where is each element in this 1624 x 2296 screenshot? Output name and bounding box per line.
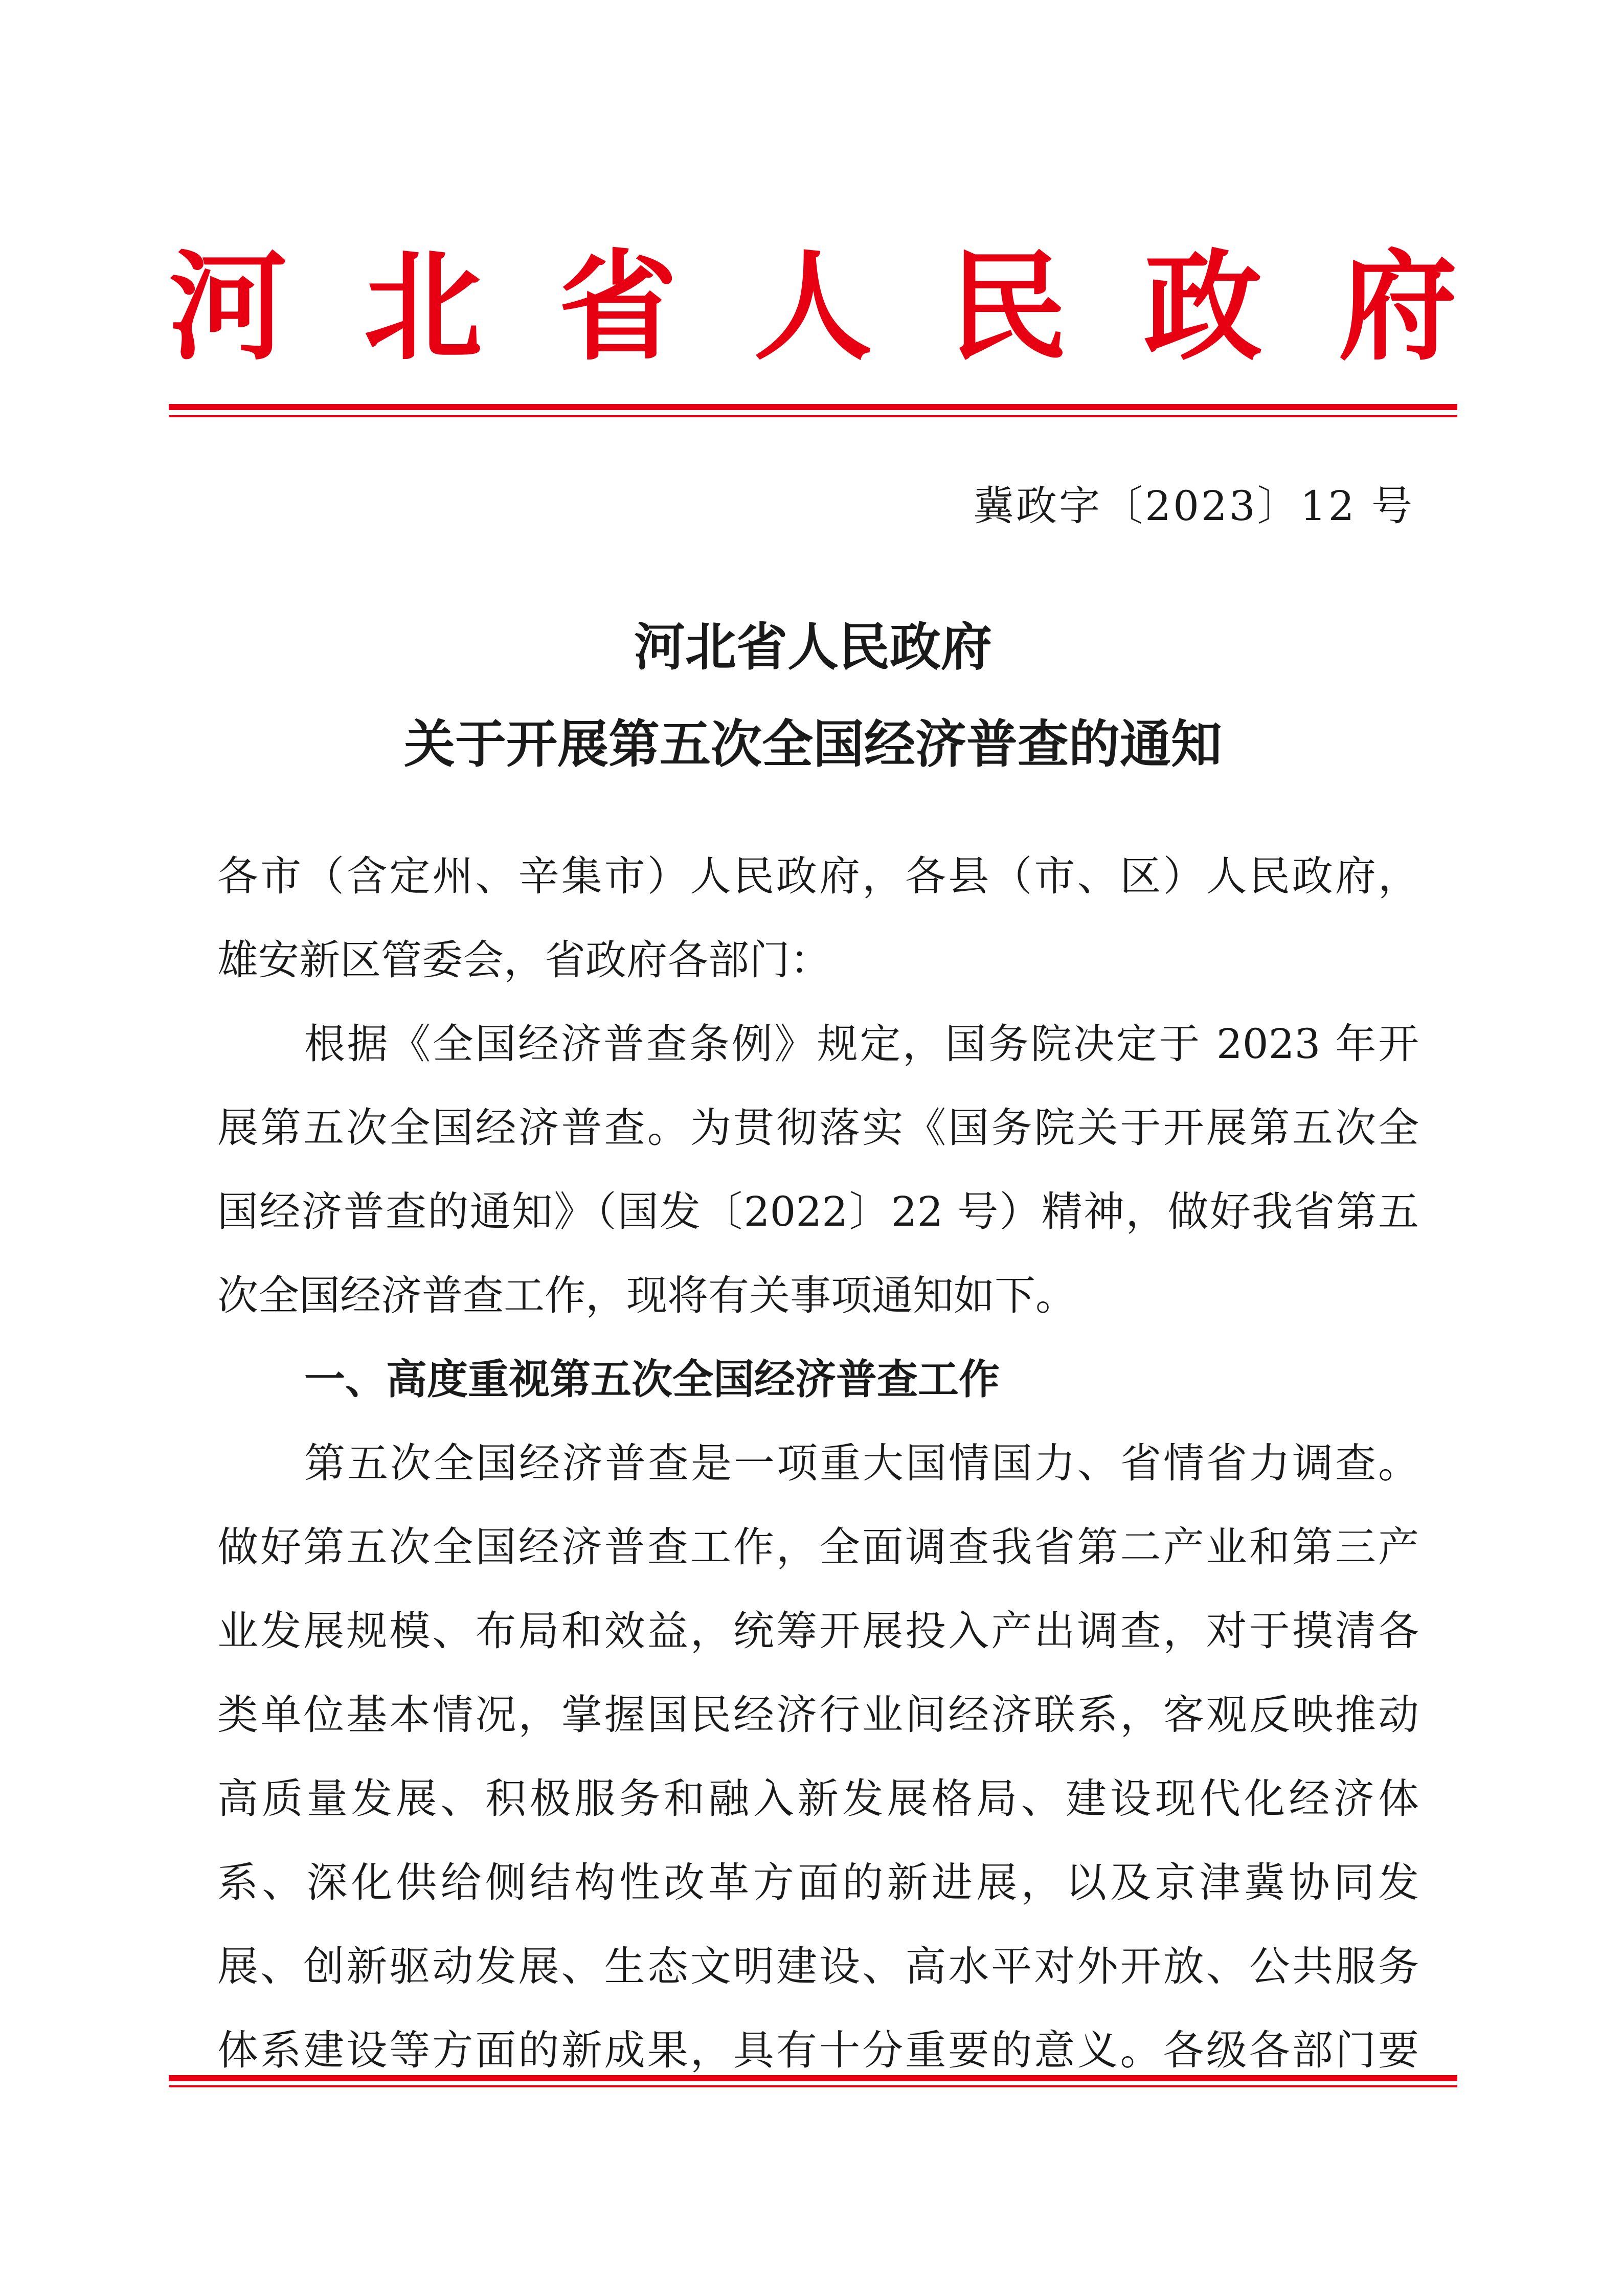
masthead-char: 河: [169, 237, 288, 376]
title-line: 关于开展第五次全国经济普查的通知: [404, 714, 1222, 774]
paragraph-line: 类单位基本情况，掌握国民经济行业间经济联系，客观反映推动: [217, 1691, 1419, 1739]
document-body: [217, 835, 1419, 2092]
paragraph-line: 根据《全国经济普查条例》规定，国务院决定于 2023 年开: [304, 1020, 1419, 1068]
paragraph-line: 次全国经济普查工作，现将有关事项通知如下。: [217, 1272, 1076, 1319]
document-number: 冀政字〔2023〕12 号: [973, 482, 1414, 530]
masthead-char: 府: [1338, 237, 1457, 376]
paragraph-line: 展第五次全国经济普查。为贯彻落实《国务院关于开展第五次全: [217, 1104, 1419, 1152]
paragraph-line: 系、深化供给侧结构性改革方面的新进展，以及京津冀协同发: [217, 1859, 1419, 1906]
header-red-rule-thin: [169, 415, 1457, 417]
paragraph-line: 做好第五次全国经济普查工作，全面调查我省第二产业和第三产: [217, 1523, 1419, 1571]
masthead-char: 民: [949, 237, 1068, 376]
paragraph-line: 体系建设等方面的新成果，具有十分重要的意义。各级各部门要: [217, 2027, 1419, 2074]
masthead-char: 政: [1143, 237, 1262, 376]
section-heading: 一、高度重视第五次全国经济普查工作: [304, 1356, 1000, 1403]
footer-red-rule-thick: [169, 2075, 1457, 2081]
paragraph-line: 高质量发展、积极服务和融入新发展格局、建设现代化经济体: [217, 1775, 1419, 1822]
document-title: [169, 598, 1457, 793]
masthead-char: 北: [364, 237, 483, 376]
addressee-line: 各市（含定州、辛集市）人民政府，各县（市、区）人民政府，: [217, 852, 1419, 900]
paragraph-line: 第五次全国经济普查是一项重大国情国力、省情省力调查。: [304, 1439, 1419, 1487]
paragraph-line: 国经济普查的通知》（国发〔2022〕22 号）精神，做好我省第五: [217, 1188, 1419, 1235]
masthead-char: 人: [753, 237, 872, 376]
paragraph-line: 展、创新驱动发展、生态文明建设、高水平对外开放、公共服务: [217, 1943, 1419, 1990]
header-red-rule-thick: [169, 404, 1457, 410]
masthead-char: 省: [558, 237, 678, 376]
masthead: [169, 237, 1457, 376]
paragraph-line: 业发展规模、布局和效益，统筹开展投入产出调查，对于摸清各: [217, 1607, 1419, 1655]
footer-red-rule-thin: [169, 2085, 1457, 2087]
addressee-line: 雄安新区管委会，省政府各部门：: [217, 936, 831, 984]
title-line: 河北省人民政府: [634, 617, 992, 677]
